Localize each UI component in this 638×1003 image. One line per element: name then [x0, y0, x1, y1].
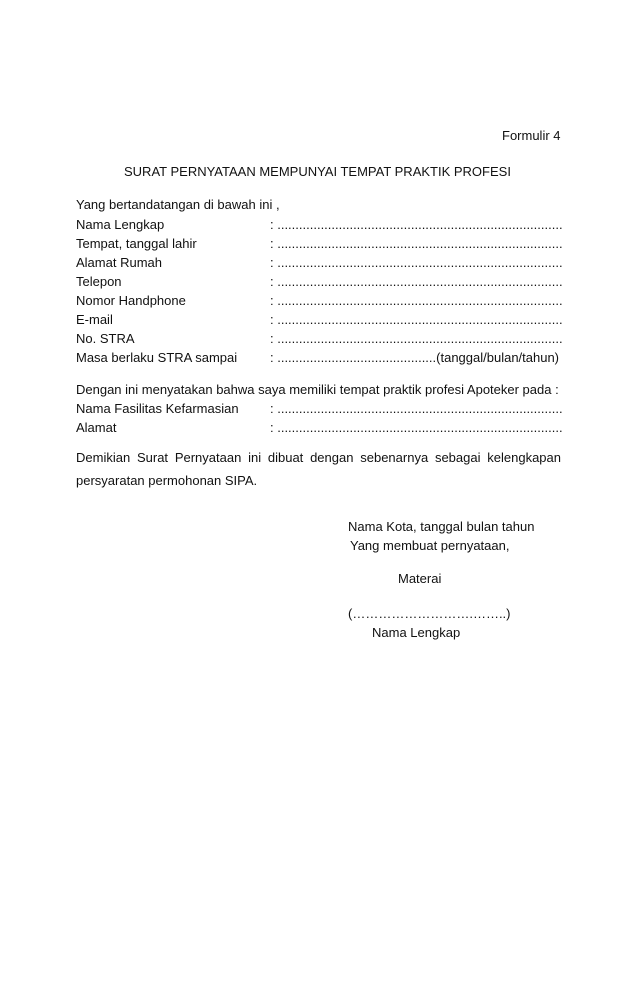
signature-line: (……………………….……..) — [348, 606, 511, 621]
document-title: SURAT PERNYATAAN MEMPUNYAI TEMPAT PRAKTIK PROFESI — [124, 164, 511, 179]
statement-text: Dengan ini menyatakan bahwa saya memiliki tempat praktik profesi Apoteker pada : — [76, 382, 559, 397]
signature-place-date: Nama Kota, tanggal bulan tahun — [348, 519, 535, 534]
closing-paragraph: Demikian Surat Pernyataan ini dibuat dengan sebenarnya sebagai kelengkapan persyaratan permohonan SIPA. — [76, 450, 561, 488]
intro-text: Yang bertandatangan di bawah ini , — [76, 197, 280, 212]
field-value-nomor-handphone: : ............................................................................... — [270, 293, 563, 308]
field-value-no-stra: : ............................................................................... — [270, 331, 563, 346]
field-label-nomor-handphone: Nomor Handphone — [76, 293, 186, 308]
field-label-telepon: Telepon — [76, 274, 122, 289]
field-label-alamat-rumah: Alamat Rumah — [76, 255, 162, 270]
signatory-name: Nama Lengkap — [372, 625, 461, 640]
field-value-masa-berlaku-stra: : ............................................(tanggal/bulan/tahun) — [270, 350, 560, 365]
signature-maker: Yang membuat pernyataan, — [350, 538, 510, 553]
field-value-nama-lengkap: : ............................................................................... — [270, 217, 563, 232]
field-value-tempat-tanggal-lahir: : ............................................................................... — [270, 236, 563, 251]
field-value-telepon: : ............................................................................... — [270, 274, 563, 289]
stamp-label: Materai — [398, 571, 442, 586]
field-label-masa-berlaku-stra: Masa berlaku STRA sampai — [76, 350, 238, 365]
field-label-nama-fasilitas: Nama Fasilitas Kefarmasian — [76, 401, 239, 416]
field-value-email: : ............................................................................... — [270, 312, 563, 327]
field-label-no-stra: No. STRA — [76, 331, 135, 346]
field-value-alamat-fasilitas: : ............................................................................... — [270, 420, 563, 435]
field-label-email: E-mail — [76, 312, 113, 327]
field-label-tempat-tanggal-lahir: Tempat, tanggal lahir — [76, 236, 197, 251]
field-label-nama-lengkap: Nama Lengkap — [76, 217, 165, 232]
field-value-alamat-rumah: : ............................................................................... — [270, 255, 563, 270]
field-label-alamat-fasilitas: Alamat — [76, 420, 117, 435]
form-number: Formulir 4 — [502, 128, 561, 143]
field-value-nama-fasilitas: : ............................................................................... — [270, 401, 563, 416]
